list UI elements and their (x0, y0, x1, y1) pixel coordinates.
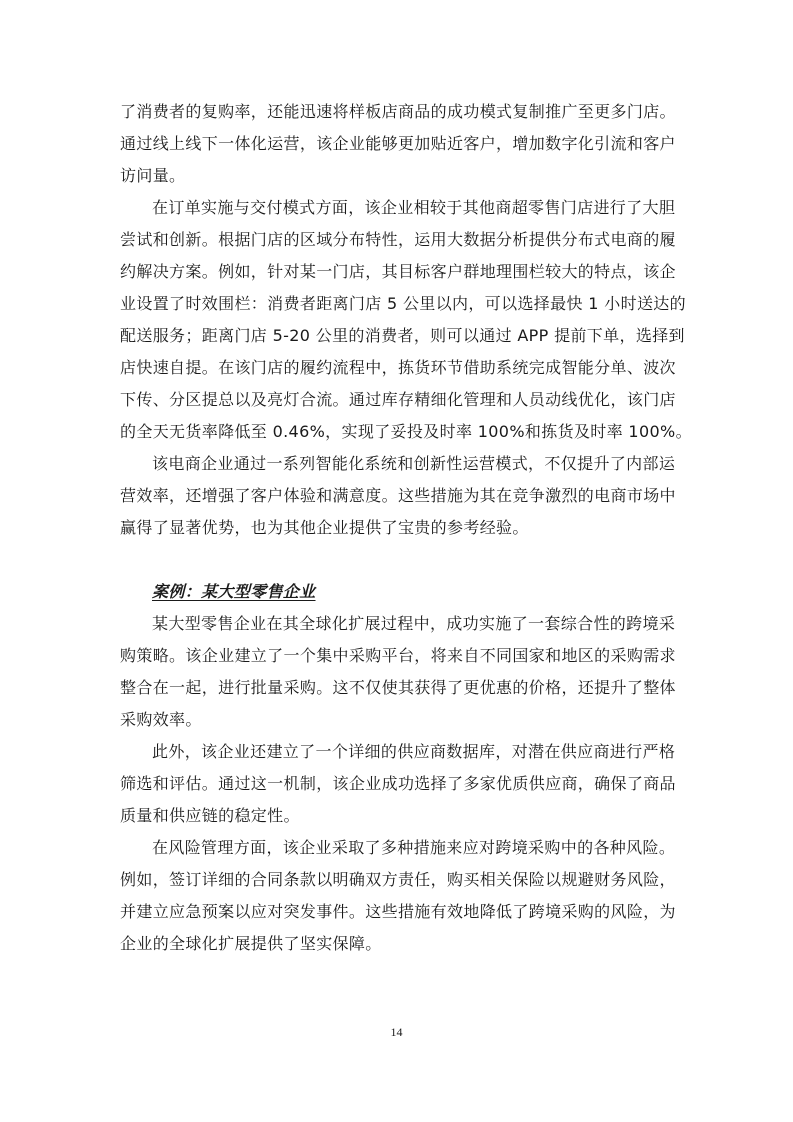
text-line: 企业的全球化扩展提供了坚实保障。 (120, 934, 382, 953)
text-line: 在订单实施与交付模式方面，该企业相较于其他商超零售门店进行了大胆 (152, 198, 676, 217)
document-body (120, 96, 692, 960)
text-line: 配送服务；距离门店 5-20 公里的消费者，则可以通过 APP 提前下单，选择到 (120, 326, 685, 345)
text-line: 营效率，还增强了客户体验和满意度。这些措施为其在竞争激烈的电商市场中 (120, 486, 676, 505)
text-line: 约解决方案。例如，针对某一门店，其目标客户群地理围栏较大的特点，该企 (120, 262, 676, 281)
text-line: 筛选和评估。通过这一机制，该企业成功选择了多家优质供应商，确保了商品 (120, 774, 676, 793)
text-line: 质量和供应链的稳定性。 (120, 806, 300, 825)
paragraph (120, 448, 680, 544)
text-line: 在风险管理方面，该企业采取了多种措施来应对跨境采购中的各种风险。 (152, 838, 676, 857)
text-line: 了消费者的复购率，还能迅速将样板店商品的成功模式复制推广至更多门店。 (120, 102, 676, 121)
text-line: 并建立应急预案以应对突发事件。这些措施有效地降低了跨境采购的风险，为 (120, 902, 676, 921)
paragraph (120, 736, 680, 832)
paragraph (120, 96, 680, 192)
text-line: 例如，签订详细的合同条款以明确双方责任，购买相关保险以规避财务风险， (120, 870, 676, 889)
text-line: 通过线上线下一体化运营，该企业能够更加贴近客户，增加数字化引流和客户 (120, 134, 676, 153)
paragraph (120, 192, 692, 448)
text-line: 采购效率。 (120, 710, 202, 729)
paragraph-gap (120, 544, 680, 576)
text-line: 尝试和创新。根据门店的区域分布特性，运用大数据分析提供分布式电商的履 (120, 230, 676, 249)
text-line: 店快速自提。在该门店的履约流程中，拣货环节借助系统完成智能分单、波次 (120, 358, 676, 377)
paragraph (120, 832, 680, 960)
text-line: 购策略。该企业建立了一个集中采购平台，将来自不同国家和地区的采购需求 (120, 646, 676, 665)
page-number: 14 (390, 1025, 403, 1039)
paragraph (120, 608, 680, 736)
text-line: 下传、分区提总以及亮灯合流。通过库存精细化管理和人员动线优化，该门店 (120, 390, 676, 409)
text-line: 整合在一起，进行批量采购。这不仅使其获得了更优惠的价格，还提升了整体 (120, 678, 676, 697)
text-line: 访问量。 (120, 166, 186, 185)
text-line: 该电商企业通过一系列智能化系统和创新性运营模式，不仅提升了内部运 (152, 454, 676, 473)
text-line: 某大型零售企业在其全球化扩展过程中，成功实施了一套综合性的跨境采 (152, 614, 676, 633)
case-heading: 案例：某大型零售企业 (152, 582, 316, 601)
text-line: 的全天无货率降低至 0.46%，实现了妥投及时率 100%和拣货及时率 100%。 (120, 422, 692, 441)
text-line: 赢得了显著优势，也为其他企业提供了宝贵的参考经验。 (120, 518, 529, 537)
text-line: 业设置了时效围栏：消费者距离门店 5 公里以内，可以选择最快 1 小时送达的 (120, 294, 687, 313)
text-line: 此外，该企业还建立了一个详细的供应商数据库，对潜在供应商进行严格 (152, 742, 676, 761)
